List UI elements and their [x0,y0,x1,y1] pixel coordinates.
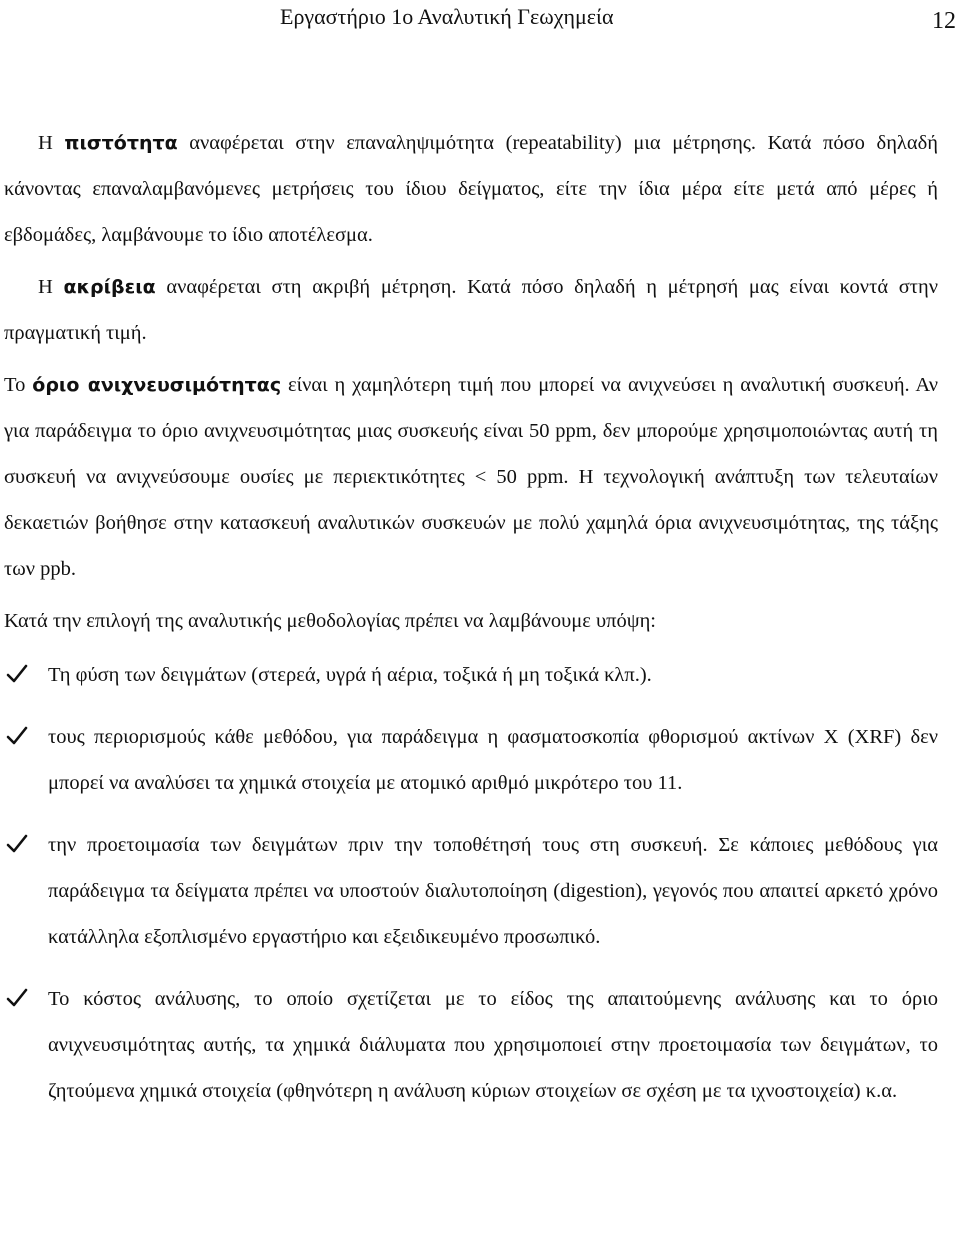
list-item [4,822,938,960]
term-precision: πιστότητα [64,132,178,154]
paragraph-prefix: Η [38,276,64,298]
list-item [4,976,938,1114]
term-detection-limit: όριο ανιχνευσιμότητας [32,374,282,396]
page-header [0,0,960,40]
paragraph-text: αναφέρεται στην επαναληψιμότητα (repeatability) μια μέτρησης. Κατά πόσο δηλαδή κάνοντας επαναλαμβανόμενες μετρήσεις του ίδιου δείγματος, είτε την ίδια μέρα είτε μετά από μέρες ή εβδομάδες, λαμβάνουμε το ίδιο αποτέλεσμα. [4,132,938,246]
list-item-text: Τη φύση των δειγμάτων (στερεά, υγρά ή αέρια, τοξικά ή μη τοξικά κλπ.). [48,664,652,686]
paragraph-precision [4,120,938,258]
list-item [4,714,938,806]
paragraph-prefix: Το [4,374,33,396]
paragraph-text: είναι η χαμηλότερη τιμή που μπορεί να ανιχνεύσει η αναλυτική συσκευή. Αν για παράδειγμα το όριο ανιχνευσιμότητας μιας συσκευής είναι 50 ppm, δεν μπορούμε χρησιμοποιώντας αυτή τη συσκευή να ανιχνεύσουμε ουσίες με περιεκτικότητες < 50 ppm. Η τεχνολογική ανάπτυξη των τελευταίων δεκαετιών βοήθησε στην κατασκευή αναλυτικών συσκευών με πολύ χαμηλά όρια ανιχνευσιμότητας, της τάξης των ppb. [4,374,938,580]
check-mark-icon [6,714,32,760]
paragraph-accuracy [4,264,938,356]
list-item-text: Το κόστος ανάλυσης, το οποίο σχετίζεται με το είδος της απαιτούμενης ανάλυσης και το όριο ανιχνευσιμότητας αυτής, τα χημικά διάλυματα που χρησιμοποιεί στην προετοιμασία των δειγμάτων, το ζητούμενα χημικά στοιχεία (φθηνότερη η ανάλυση κύριων στοιχείων σε σχέση με τα ιχνοστοιχεία) κ.α. [48,988,938,1102]
header-title: Εργαστήριο 1ο Αναλυτική Γεωχημεία [280,4,614,29]
paragraph-prefix: Η [38,132,65,154]
document-body [4,120,938,1130]
paragraph-method-selection [4,598,938,644]
list-item-text: τους περιορισμούς κάθε μεθόδου, για παράδειγμα η φασματοσκοπία φθορισμού ακτίνων X (XRF) δεν μπορεί να αναλύσει τα χημικά στοιχεία με ατομικό αριθμό μικρότερο του 11. [48,726,938,794]
term-accuracy: ακρίβεια [63,276,156,298]
check-mark-icon [6,976,32,1022]
paragraph-detection-limit [4,362,938,592]
checklist [4,652,938,1114]
paragraph-text: αναφέρεται στη ακριβή μέτρηση. Κατά πόσο δηλαδή η μέτρησή μας είναι κοντά στην πραγματική τιμή. [4,276,938,344]
check-mark-icon [6,652,32,698]
list-item [4,652,938,698]
page-number: 12 [932,8,956,34]
list-item-text: την προετοιμασία των δειγμάτων πριν την τοποθέτησή τους στη συσκευή. Σε κάποιες μεθόδους για παράδειγμα τα δείγματα πρέπει να υποστούν διαλυτοποίηση (digestion), γεγονός που απαιτεί αρκετό χρόνο κατάλληλα εξοπλισμένο εργαστήριο και εξειδικευμένο προσωπικό. [48,834,938,948]
check-mark-icon [6,822,32,868]
paragraph-text: Κατά την επιλογή της αναλυτικής μεθοδολογίας πρέπει να λαμβάνουμε υπόψη: [4,610,657,632]
